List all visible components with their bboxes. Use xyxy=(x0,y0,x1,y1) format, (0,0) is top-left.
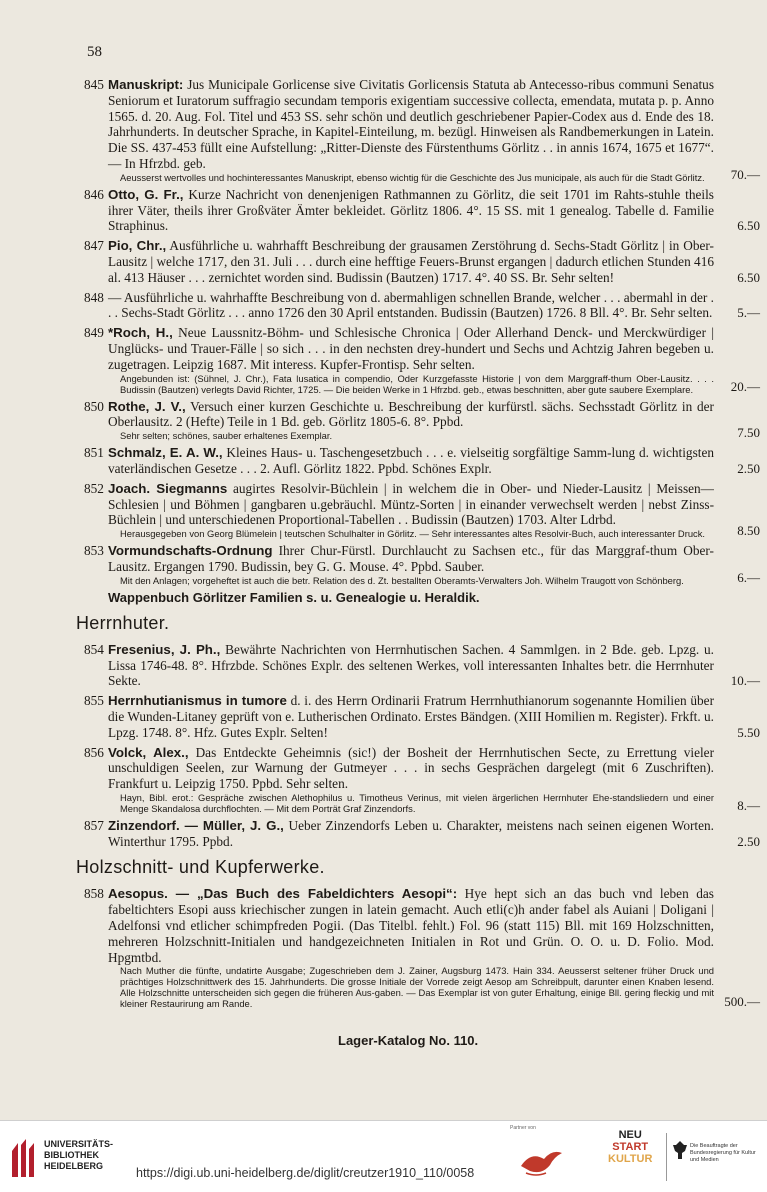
viewer-footer-bar xyxy=(0,1120,767,1192)
entry-note: Nach Muther die fünfte, undatirte Ausgabe; Zugeschrieben dem J. Zainer, Augsburg 1473. Hain 334. Aeusserst seltener früher Druck und prächtiges Holzschnittwerk des 15. Jahrhunderts. Die grosse Initiale der Vorrede zeigt Aesop am Schreibpult, darunter einen Knaben lesend. Alle Holzschnitte unterscheiden sich gegen die früheren Aus-gaben. — Das Exemplar ist von guter Erhaltung, einige Bll. gering fleckig und mit kleiner Restaurirung am Rande. xyxy=(120,965,714,1010)
entry-price: 2.50 xyxy=(737,833,760,849)
entry-text: Ueber Zinzendorfs Leben u. Charakter, meistens nach seinen eigenen Worten. Winterthur 1795. Ppbd. xyxy=(108,817,714,849)
entry-number: 852 xyxy=(84,480,104,496)
entry-note: Mit den Anlagen; vorgeheftet ist auch die betr. Relation des d. Zt. bestallten Oberamts-Verwalters Joh. Wilhelm Traugott von Schönberg. xyxy=(120,574,684,586)
ub-line-1: UNIVERSITÄTS- xyxy=(44,1139,114,1149)
entry-price: 6.50 xyxy=(737,269,760,285)
catalog-entry xyxy=(84,238,760,285)
entry-heading: Pio, Chr., xyxy=(108,238,167,254)
federal-commissioner-text: Die Beauftragte der Bundesregierung für Kultur und Medien xyxy=(690,1143,756,1163)
entry-text: d. i. des Herrn Ordinarii Fratrum Herrnhuthianorum sogenannte Homilien über die Wunden-Litaney geprüft von e. Lutherischen Ordinato. Erstes Bändgen. (XIII Homilien m. Register). Frkft. u. Lpzg. 1748. 8°. Hfz. Gutes Explr. Selten! xyxy=(108,693,714,740)
entry-note: Hayn, Bibl. erot.: Gespräche zwischen Alethophilus u. Timotheus Verinus, mit vielen ärgerlichen Herrnhuter Ehe-standsliedern und einer Menge Skandalosa durchflochten. — Mit dem Porträt Graf Zinzendorfs. xyxy=(120,791,714,814)
entry-note: Sehr selten; schönes, sauber erhaltenes Exemplar. xyxy=(120,430,333,442)
entry-text: Bewährte Nachrichten von Herrnhutischen Sachen. 4 Sammlgen. in 2 Bde. geb. Lpzg. u. Lissa 1746-48. 8°. Hfrzbde. Schönes Explr. des seltenen Werkes, voll interessanten Inhaltes betr. die Herrnhuter Sekte. xyxy=(108,641,714,689)
ub-line-3: HEIDELBERG xyxy=(44,1161,104,1171)
catalog-entry xyxy=(84,186,760,234)
catalog-entry xyxy=(84,325,760,395)
entry-text: Ausführliche u. wahrhafft Beschreibung der grausamen Zerstöhrung d. Sechs-Stadt Görlitz | in Ober-Lausitz | welche 1717, den 31. Juli . . . durch eine hefftige Feuers-Brunst ergangen | dadurch etlichen Stunden 416 al. 413 Häuser . . . zernichtet worden sind. Budissin (Bautzen) 1717. 4°. 40 SS. Br. Sehr selten! xyxy=(108,238,714,285)
entry-number: 849 xyxy=(84,325,104,341)
entry-text: Ihrer Chur-Fürstl. Durchlaucht zu Sachsen etc., für das Marggraf-thum Ober-Lausitz. Ergangen 1790. Budissin, bey G. G. Mouse. 4°. Ppbd. Sauber. xyxy=(108,543,714,574)
catalog-content xyxy=(76,77,760,1013)
entry-note: Herausgegeben von Georg Blümelein | teutschen Schulhalter in Görlitz. — Sehr interessantes altes Resolvir-Buch, auch interessanter Druck. xyxy=(120,528,706,540)
entry-heading: Zinzendorf. — Müller, J. G., xyxy=(108,817,284,833)
neu-text: NEU xyxy=(618,1129,642,1141)
entry-price: 2.50 xyxy=(737,460,760,476)
catalog-entry xyxy=(84,744,760,814)
entry-number: 854 xyxy=(84,641,104,657)
entry-heading: Vormundschafts-Ordnung xyxy=(108,543,273,559)
entry-heading: Fresenius, J. Ph., xyxy=(108,641,221,657)
entry-heading: Joach. Siegmanns xyxy=(108,480,228,496)
entry-heading: Otto, G. Fr., xyxy=(108,186,184,202)
catalog-entry xyxy=(84,693,760,740)
entry-heading: Aesopus. — „Das Buch des Fabeldichters Aesopi“: xyxy=(108,886,458,902)
entry-text: Neue Laussnitz-Böhm- und Schlesische Chronica | Oder Allerhand Denck- und Merckwürdiger | Unglücks- und Trauer-Fälle | so sich . . . in den nechsten drey-hundert und Sechs und Achtzig Jahren begeben u. zugetragen. Leipzig 1687. Mit interess. Kupfer-Frontisp. Sehr selten. xyxy=(108,325,714,372)
entry-price: 7.50 xyxy=(737,425,760,441)
cross-reference: Wappenbuch Görlitzer Familien s. u. Genealogie u. Heraldik. xyxy=(108,589,480,605)
entry-price: 20.— xyxy=(730,378,760,394)
entry-text: Versuch einer kurzen Geschichte u. Beschreibung der kurfürstl. sächs. Sechsstadt Görlitz in der Oberlausitz. 2 (Hefte) Teile in 1 Bd. geb. Görlitz 1805-6. 8°. Ppbd. xyxy=(108,398,714,430)
ub-line-2: BIBLIOTHEK xyxy=(44,1150,99,1160)
catalog-entry xyxy=(84,641,760,689)
entry-price: 6.— xyxy=(737,569,760,585)
entry-price: 8.50 xyxy=(737,523,760,539)
catalog-entry xyxy=(84,817,760,850)
entry-heading: Volck, Alex., xyxy=(108,744,189,760)
entries-group-b xyxy=(84,641,760,850)
entry-text: Kleines Haus- u. Taschengesetzbuch . . . e. vielseitig sorgfältige Samm-lung d. wichtigsten vaterländischen Gesetze . . . 2. Aufl. Görlitz 1822. Ppbd. Schönes Explr. xyxy=(108,445,715,476)
catalog-entry xyxy=(84,543,760,586)
entry-number: 851 xyxy=(84,445,104,461)
entry-price: 8.— xyxy=(737,798,760,814)
catalog-entry xyxy=(84,480,760,540)
kultur-text: KULTUR xyxy=(608,1153,653,1165)
catalog-entry xyxy=(84,886,760,1010)
neustart-kultur-logo xyxy=(608,1129,652,1165)
entry-number: 850 xyxy=(84,398,104,414)
entry-text: Hye hept sich an das buch vnd leben das fabeltichters Esopi auss kriechischer zungen in latein gemacht. Auch etli(c)h ander fabel als Auiani | Doligani | Adelfonsi vnd etlicher schimpfreden Pogii. (Das Titelbl. fehlt.) Fol. 96 (statt 115) Bll. mit 169 Holzschnitten, mehreren Holzschnitt-Initialen und handgezeichneten Initialen in Rot und Grün. O. O. u. D. Folio. Mod. Hpgmtbd. xyxy=(108,886,714,965)
partner-label: Partner von xyxy=(510,1125,536,1131)
entry-price: 5.— xyxy=(737,305,760,321)
entries-group-c xyxy=(84,886,760,1010)
page-number: 58 xyxy=(87,44,102,60)
entry-number: 853 xyxy=(84,543,104,559)
catalog-entry xyxy=(84,77,760,183)
university-library-logo-icon xyxy=(8,1137,38,1181)
logo-divider xyxy=(666,1133,667,1181)
entry-text: Kurze Nachricht von denenjenigen Rathmannen zu Görlitz, die seit 1701 im Rahts-stuhle theils ihrer Väter, theils ihrer Großväter Ämter bekleidet. Görlitz 1806. 4°. 15 SS. mit 1 genealog. Tabelle d. Familie Straphinus. xyxy=(108,186,714,234)
entry-number: 858 xyxy=(84,886,104,902)
university-library-name xyxy=(44,1139,113,1172)
section-heading-herrnhuter: Herrnhuter. xyxy=(76,612,170,633)
entry-heading: Schmalz, E. A. W., xyxy=(108,445,223,461)
entry-price: 70.— xyxy=(730,166,760,182)
entry-number: 847 xyxy=(84,238,104,254)
entry-text: — Ausführliche u. wahrhaffte Beschreibung von d. abermahligen schnellen Brande, welcher . . . abermahl in der . . . Sechs-Stadt Görlitz . . . anno 1726 den 30 April entstanden. Budissin (Bautzen) 1726. 8 Bll. 4°. Br. Sehr selten. xyxy=(108,289,714,321)
catalog-entry xyxy=(84,445,760,477)
entry-price: 5.50 xyxy=(737,724,760,740)
entry-number: 845 xyxy=(84,77,104,92)
catalog-entry xyxy=(84,289,760,322)
entry-price: 500.— xyxy=(724,993,760,1009)
start-text: START xyxy=(612,1141,649,1153)
federal-eagle-icon xyxy=(672,1139,688,1161)
section-heading-holzschnitt: Holzschnitt- und Kupferwerke. xyxy=(76,857,325,878)
entry-text: augirtes Resolvir-Büchlein | in welchem die in Ober- und Nieder-Lausitz | Meissen—Schlesien | und Böhmen | gangbaren u.gebräuchl. Müntz-Sorten | in einander verwechselt werden | nebst Zinss-Büchlein | und unterschiedenen Proportional-Tabellen . . Budissin (Bautzen) 1703. Alter Ldrbd. xyxy=(108,480,714,528)
catalog-footer-title: Lager-Katalog No. 110. xyxy=(338,1033,479,1048)
bird-logo-icon xyxy=(516,1141,566,1181)
entry-heading: Herrnhutianismus in tumore xyxy=(108,693,287,709)
entry-number: 846 xyxy=(84,186,104,202)
entry-number: 857 xyxy=(84,817,104,833)
entry-heading: Rothe, J. V., xyxy=(108,398,186,414)
entry-text: Das Entdeckte Geheimnis (sic!) der Bosheit der Herrnhutischen Secte, zu Errettung vieler unschuldigen Seelen, zur Warnung der Gutmeyer . . . in sechs Gesprächen dargelegt (mit 6 Zuschriften). Frankfurt u. Leipzig 1750. Ppbd. Sehr selten. xyxy=(108,744,715,792)
catalog-entry xyxy=(84,398,760,442)
entry-heading: Manuskript: xyxy=(108,77,184,92)
entries-group-a xyxy=(84,77,760,586)
entry-note: Angebunden ist: (Sühnel, J. Chr.), Fata lusatica in compendio, Oder Kurzgefasste Historie | von dem Marggraff-thum Ober-Lausitz. . . . Budissin (Bautzen) verlegts David Richter, 1725. — Die beiden Werke in 1 Hfrzbd. geb., etwas beschnitten, aber gute saubere Exemplare. xyxy=(120,372,714,395)
entry-text: Jus Municipale Gorlicense sive Civitatis Gorlicensis Statuta ab Antecesso-ribus communi Senatus Seniorum et Iuratorum suffragio secundam temporis exigentiam successive collecta, emendata, mutata p. p. Anno 1565. d. 20. Aug. Fol. Titel und 453 SS. sehr schön und deutlich geschriebener Papier-Codex aus d. Ende des 18. Jahrhunderts. In deutscher Sprache, in Kapitel-Einteilung, m. bezügl. Hinweisen als Randbemerkungen in Latein. Die SS. 437-453 füllt eine Aufstellung: „Ritter-Dienste des Fürstenthums Görlitz . . in annis 1674, 1675 et 1677“. — In Hfrzbd. geb. xyxy=(108,77,714,171)
entry-number: 855 xyxy=(84,693,104,709)
entry-number: 856 xyxy=(84,744,104,760)
entry-number: 848 xyxy=(84,289,104,305)
entry-heading: *Roch, H., xyxy=(108,325,173,341)
entry-price: 6.50 xyxy=(737,218,760,234)
entry-price: 10.— xyxy=(730,673,760,689)
permalink-url[interactable]: https://digi.ub.uni-heidelberg.de/diglit/creutzer1910_110/0058 xyxy=(136,1166,475,1180)
entry-note: Aeusserst wertvolles und hochinteressantes Manuskript, ebenso wichtig für die Geschichte des Jus municipale, als auch für die Stadt Görlitz. xyxy=(120,171,705,183)
